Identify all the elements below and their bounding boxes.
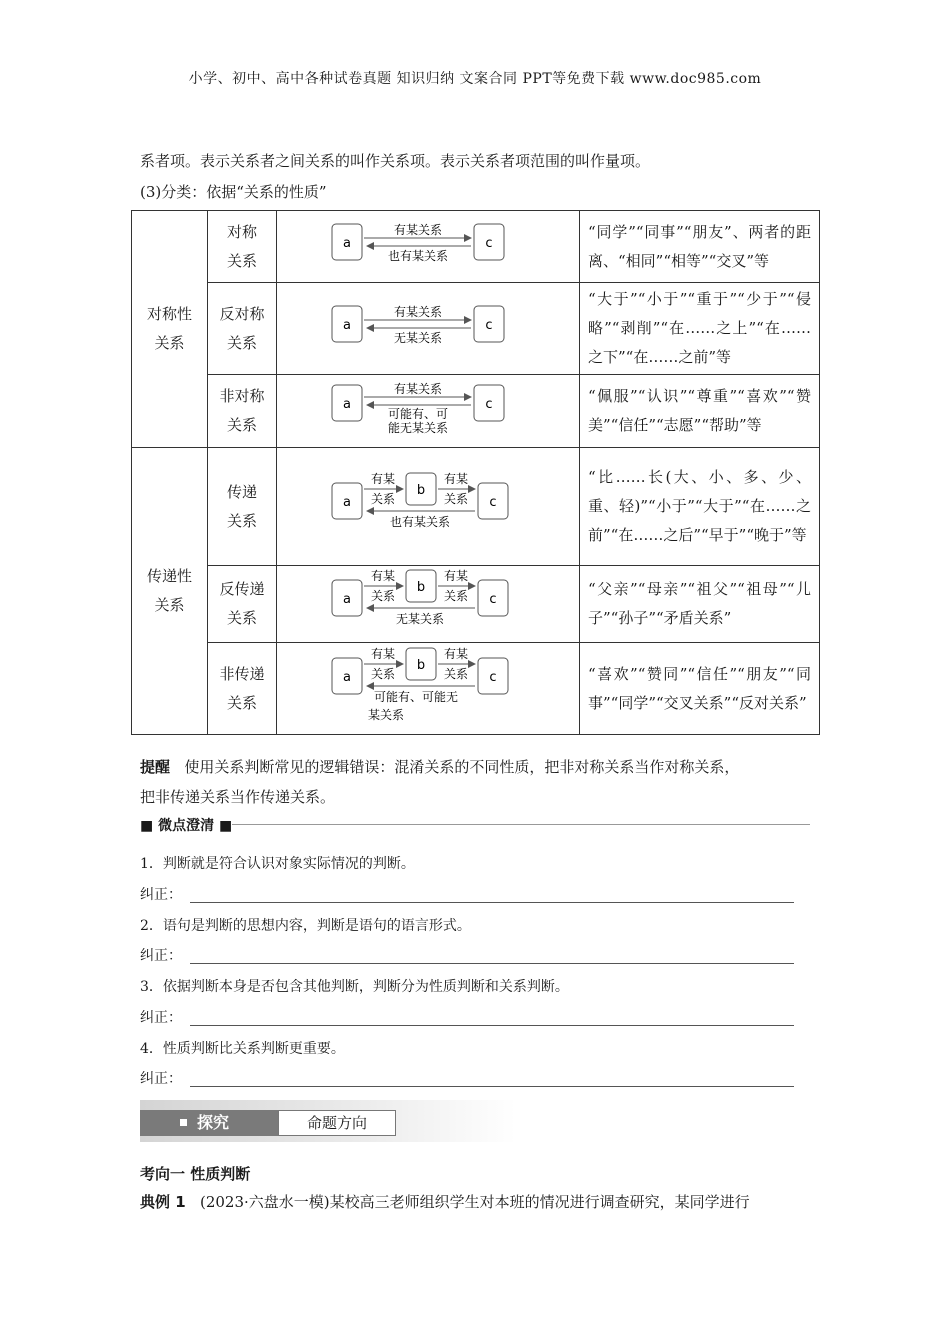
correction-line-1: 纠正：: [140, 884, 182, 904]
correction-line-4: 纠正：: [140, 1068, 182, 1088]
svg-text:b: b: [416, 482, 426, 498]
relation-examples: “佩服”“认识”“尊重”“喜欢”“赞美”“信任”“志愿”“帮助”等: [580, 375, 820, 448]
classify-line: (3)分类：依据“关系的性质”: [140, 183, 327, 201]
reminder-line-2: 把非传递关系当作传递关系。: [140, 788, 336, 806]
relation-examples: “比……长(大、小、多、少、重、轻)”“小于”“大于”“在……之前”“在……之后”“早于”“晚于”等: [580, 448, 820, 566]
answer-blank[interactable]: [190, 963, 794, 964]
reminder-label: 提醒: [140, 758, 171, 776]
svg-text:b: b: [416, 580, 426, 595]
svg-text:有某: 有某: [443, 471, 469, 486]
svg-text:可能有、可能无: 可能有、可能无: [373, 689, 459, 704]
reminder: [140, 752, 739, 812]
svg-text:关系: 关系: [370, 666, 396, 681]
relation-type: 非传递关系: [208, 643, 277, 735]
question-1: 1．判断就是符合认识对象实际情况的判断。: [140, 856, 415, 872]
section-title: [140, 815, 810, 835]
example-label: 典例 1: [140, 1193, 186, 1211]
svg-text:a: a: [343, 592, 351, 607]
svg-text:也有某关系: 也有某关系: [387, 248, 449, 263]
intro-line: 系者项。表示关系者之间关系的叫作关系项。表示关系者项范围的叫作量项。: [140, 152, 651, 170]
svg-text:关系: 关系: [443, 589, 469, 603]
table-row: [132, 448, 820, 566]
svg-text:a: a: [343, 494, 351, 510]
question-2: 2．语句是判断的思想内容，判断是语句的语言形式。: [140, 918, 471, 934]
section-title-text: ■ 微点澄清 ■: [140, 818, 233, 834]
divider: [232, 824, 810, 825]
svg-text:c: c: [485, 235, 493, 251]
relation-examples: “喜欢”“赞同”“信任”“朋友”“同事”“同学”“交叉关系”“反对关系”: [580, 643, 820, 735]
svg-text:能无某关系: 能无某关系: [387, 421, 449, 435]
relation-diagram: [277, 643, 580, 735]
page-header: 小学、初中、高中各种试卷真题 知识归纳 文案合同 PPT等免费下载 www.doc985.com: [188, 71, 762, 87]
svg-text:有某关系: 有某关系: [393, 222, 443, 237]
relation-diagram: [277, 211, 580, 283]
answer-blank[interactable]: [190, 1025, 794, 1026]
svg-text:有某: 有某: [370, 646, 396, 661]
square-icon: [180, 1119, 187, 1126]
relation-type: 传递关系: [208, 448, 277, 566]
relation-diagram: [277, 448, 580, 566]
svg-text:c: c: [489, 494, 497, 510]
question-3: 3．依据判断本身是否包含其他判断，判断分为性质判断和关系判断。: [140, 979, 569, 995]
svg-text:c: c: [485, 397, 493, 412]
svg-text:有某: 有某: [370, 569, 396, 583]
svg-text:a: a: [343, 397, 351, 412]
banner-explore: 探究: [140, 1110, 278, 1136]
svg-text:c: c: [489, 592, 497, 607]
table-row: [132, 643, 820, 735]
reminder-line-1: 使用关系判断常见的逻辑错误：混淆关系的不同性质，把非对称关系当作对称关系，: [184, 758, 740, 776]
relation-type: 非对称关系: [208, 375, 277, 448]
table-row: [132, 283, 820, 375]
relation-diagram: [277, 566, 580, 643]
relation-examples: “父亲”“母亲”“祖父”“祖母”“儿子”“孙子”“矛盾关系”: [580, 566, 820, 643]
category-transitive: 传递性关系: [132, 448, 208, 735]
relation-type: 反传递关系: [208, 566, 277, 643]
answer-blank[interactable]: [190, 902, 794, 903]
relation-diagram: [277, 375, 580, 448]
svg-text:a: a: [343, 317, 351, 333]
relation-examples: “同学”“同事”“朋友”、两者的距离、“相同”“相等”“交叉”等: [580, 211, 820, 283]
svg-text:c: c: [485, 317, 493, 333]
relation-type: 反对称关系: [208, 283, 277, 375]
table-row: [132, 211, 820, 283]
relation-diagram: [277, 283, 580, 375]
svg-text:有某: 有某: [370, 471, 396, 486]
direction-heading: 考向一 性质判断: [140, 1165, 251, 1183]
svg-text:也有某关系: 也有某关系: [389, 514, 451, 529]
svg-text:b: b: [416, 657, 426, 673]
correction-line-3: 纠正：: [140, 1007, 182, 1027]
svg-text:c: c: [489, 669, 497, 685]
question-4: 4．性质判断比关系判断更重要。: [140, 1041, 345, 1057]
svg-text:有某: 有某: [443, 646, 469, 661]
svg-text:有某: 有某: [443, 569, 469, 583]
svg-text:无某关系: 无某关系: [393, 330, 443, 345]
table-row: [132, 375, 820, 448]
svg-text:a: a: [343, 669, 351, 685]
svg-text:关系: 关系: [370, 589, 396, 603]
section-banner: [140, 1100, 516, 1142]
example-line: [140, 1191, 750, 1212]
svg-text:有某关系: 有某关系: [393, 304, 443, 319]
svg-text:可能有、可: 可能有、可: [387, 407, 449, 421]
svg-text:有某关系: 有某关系: [393, 382, 443, 396]
relation-type: 对称关系: [208, 211, 277, 283]
correction-line-2: 纠正：: [140, 945, 182, 965]
svg-text:某关系: 某关系: [367, 707, 405, 722]
svg-text:关系: 关系: [370, 491, 396, 506]
svg-text:关系: 关系: [443, 491, 469, 506]
relation-examples: “大于”“小于”“重于”“少于”“侵略”“剥削”“在……之上”“在……之下”“在……之前”等: [580, 283, 820, 375]
banner-direction: 命题方向: [278, 1110, 396, 1136]
svg-text:关系: 关系: [443, 666, 469, 681]
relation-table: [131, 210, 820, 735]
category-symmetric: 对称性关系: [132, 211, 208, 448]
table-row: [132, 566, 820, 643]
svg-text:无某关系: 无某关系: [395, 612, 445, 626]
example-text: (2023·六盘水一模)某校高三老师组织学生对本班的情况进行调查研究，某同学进行: [199, 1193, 750, 1211]
answer-blank[interactable]: [190, 1086, 794, 1087]
svg-text:a: a: [343, 235, 351, 251]
